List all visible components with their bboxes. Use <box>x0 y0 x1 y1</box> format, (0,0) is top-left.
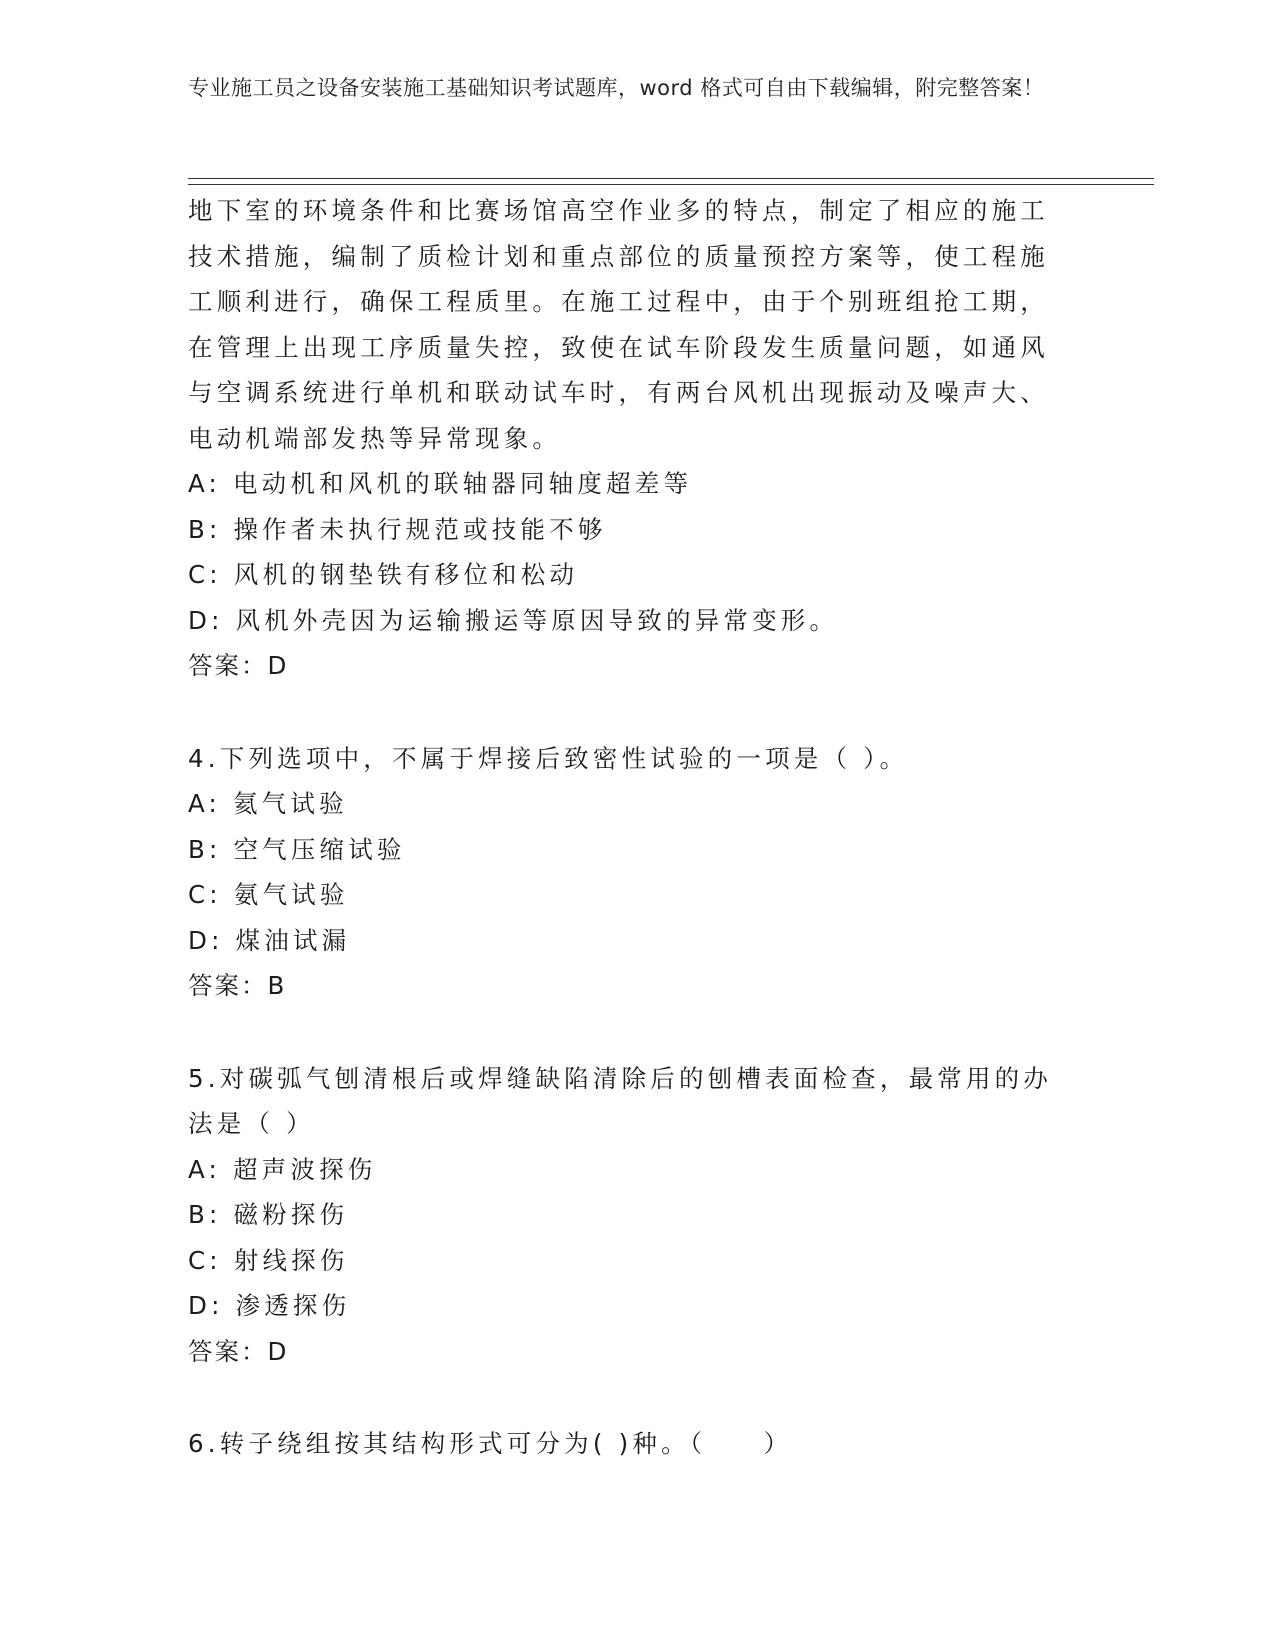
question-3-option-b: B: 操作者未执行规范或技能不够 <box>188 514 607 544</box>
question-4-option-d: D: 煤油试漏 <box>188 925 351 955</box>
question-4-option-b: B: 空气压缩试验 <box>188 834 406 864</box>
question-3-option-a: A: 电动机和风机的联轴器同轴度超差等 <box>188 469 693 498</box>
document-header: 专业施工员之设备安装施工基础知识考试题库，word 格式可自由下载编辑，附完整答案！ <box>188 76 1045 100</box>
question-4-option-a: A: 氦气试验 <box>188 789 348 818</box>
header-divider-top <box>188 178 1154 179</box>
question-4-title: 4.下列选项中，不属于焊接后致密性试验的一项是（ ）。 <box>188 743 909 773</box>
question-3-answer: 答案：D <box>188 651 289 680</box>
question-3-stem: 地下室的环境条件和比赛场馆高空作业多的特点，制定了相应的施工技术措施，编制了质检计划和重点部位的质量预控方案等，使工程施工顺利进行，确保工程质里。在施工过程中，由于个别班组抢工期，在管理上出现工序质量失控，致使在试车阶段发生质量问题，如通风与空调系统进行单机和联动试车时，有两台风机出现振动及噪声大、电动机端部发热等异常现象。 <box>188 196 1049 453</box>
question-5-option-d: D: 渗透探伤 <box>188 1291 351 1320</box>
question-5-option-a: A: 超声波探伤 <box>188 1154 377 1184</box>
question-4-option-c: C: 氨气试验 <box>188 880 349 909</box>
spacer <box>188 689 1068 736</box>
header-divider-bottom <box>188 184 1154 185</box>
question-content <box>188 188 1068 1467</box>
question-5-title: 5.对碳弧气刨清根后或焊缝缺陷清除后的刨槽表面检查，最常用的办法是（ ） <box>188 1063 1053 1138</box>
question-3-option-d: D: 风机外壳因为运输搬运等原因导致的异常变形。 <box>188 605 839 635</box>
spacer <box>188 1374 1068 1421</box>
spacer <box>188 1009 1068 1056</box>
question-6-title: 6.转子绕组按其结构形式可分为( )种。（ ） <box>188 1429 793 1458</box>
question-4-answer: 答案：B <box>188 971 287 1000</box>
question-3-option-c: C: 风机的钢垫铁有移位和松动 <box>188 560 579 589</box>
question-5-answer: 答案：D <box>188 1336 289 1366</box>
question-5-option-c: C: 射线探伤 <box>188 1245 349 1275</box>
question-5-option-b: B: 磁粉探伤 <box>188 1200 349 1229</box>
